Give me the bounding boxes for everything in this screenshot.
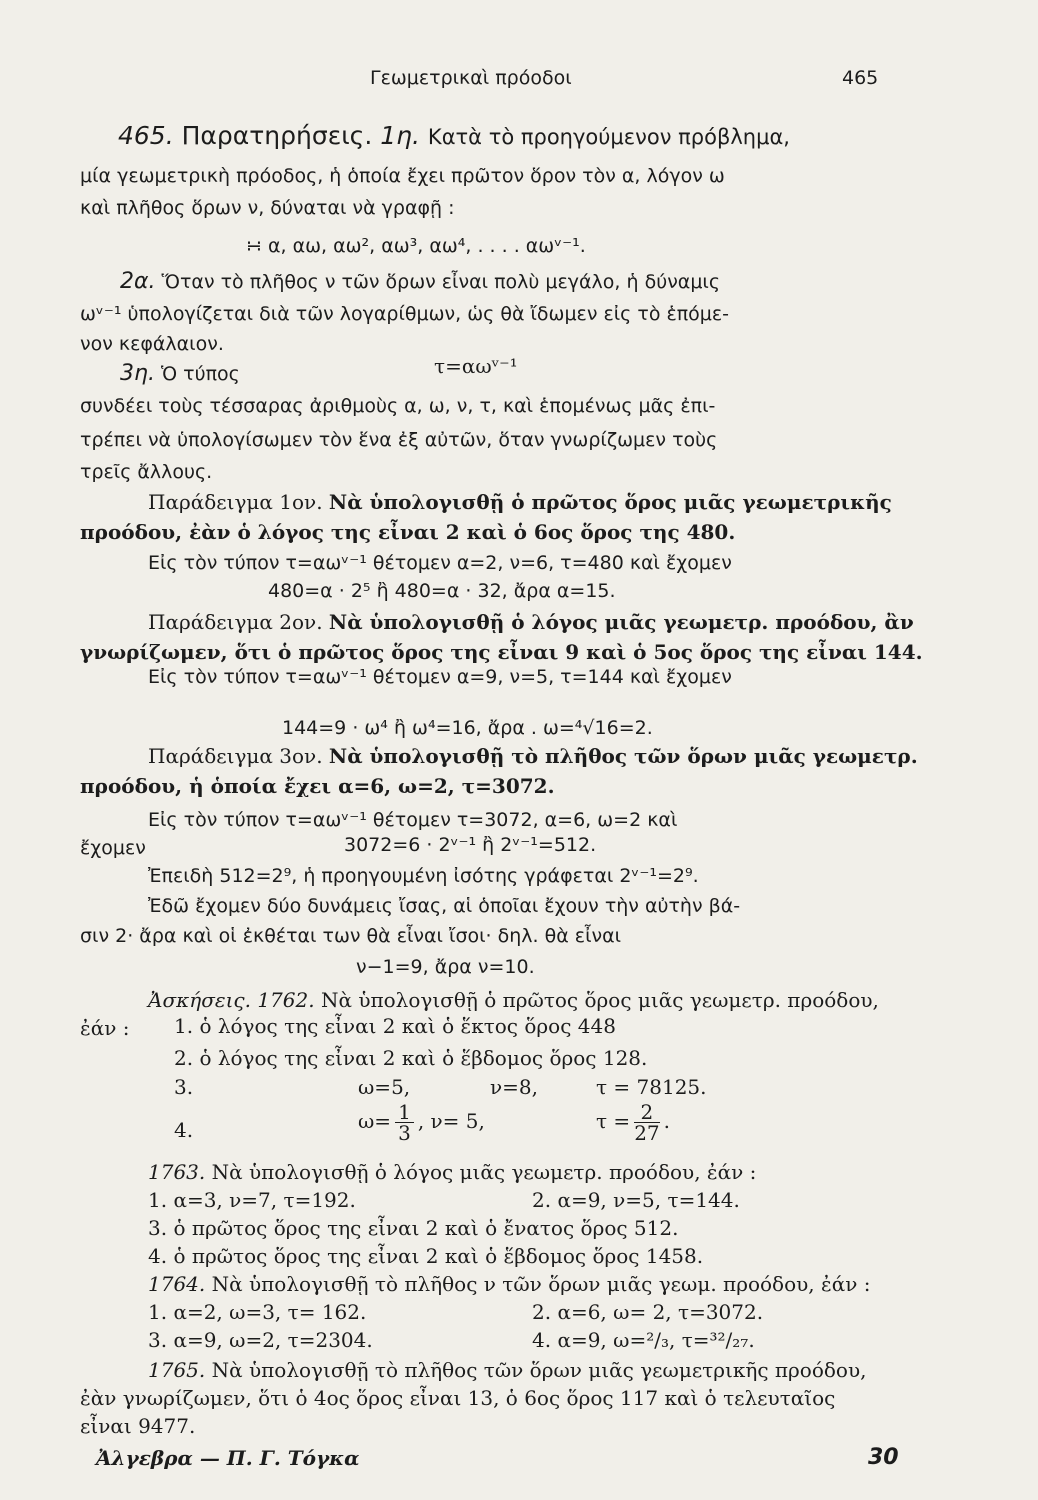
exercise-1764-item: 3. α=9, ω=2, τ=2304. [148, 1328, 373, 1352]
example-2-text: Νὰ ὑπολογισθῇ ὁ λόγος μιᾶς γεωμετρ. προόδου, ἂν [328, 610, 914, 634]
exercise-1763-item: 3. ὁ πρῶτος ὅρος της εἶναι 2 καὶ ὁ ἔνατος ὅρος 512. [148, 1216, 679, 1240]
example-1-text: Νὰ ὑπολογισθῇ ὁ πρῶτος ὅρος μιᾶς γεωμετρικῆς [328, 490, 892, 514]
example-3-first-line [148, 744, 918, 768]
fraction-denominator: 3 [398, 1121, 411, 1145]
exercise-1762-value: ν=8, [490, 1075, 538, 1099]
example-1-line: προόδου, ἐὰν ὁ λόγος της εἶναι 2 καὶ ὁ 6ος ὅρος της 480. [80, 520, 736, 544]
example-2-result: 144=9 · ω⁴ ἢ ω⁴=16, ἄρα . ω=⁴√16=2. [282, 717, 653, 739]
remark-2-line: νον κεφάλαιον. [80, 333, 224, 355]
page-number: 465 [842, 67, 879, 89]
example-3-result: ν−1=9, ἄρα ν=10. [356, 956, 535, 978]
running-title: Γεωμετρικαὶ πρόοδοι [370, 67, 572, 89]
exercise-1765-line: εἶναι 9477. [80, 1414, 196, 1438]
fraction-denominator: 27 [634, 1121, 660, 1145]
exercise-1763-label: 1763. [148, 1160, 206, 1184]
example-1-first-line [148, 490, 892, 514]
exercise-1765-label: 1765. [148, 1358, 206, 1382]
exercise-1764-item: 4. α=9, ω=²/₃, τ=³²/₂₇. [532, 1328, 755, 1352]
remark-2-line: ωᵛ⁻¹ ὑπολογίζεται διὰ τῶν λογαρίθμων, ὡς θὰ ἴδωμεν εἰς τὸ ἑπόμε- [80, 303, 730, 325]
exercise-1762-first-line [148, 988, 879, 1012]
example-3-line: προόδου, ἡ ὁποία ἔχει α=6, ω=2, τ=3072. [80, 774, 555, 798]
exercise-1763-item: 2. α=9, ν=5, τ=144. [532, 1188, 740, 1212]
exercise-1762-if: ἐάν : [80, 1016, 130, 1040]
exercise-1764-label: 1764. [148, 1272, 206, 1296]
exercise-1763-text: Νὰ ὑπολογισθῇ ὁ λόγος μιᾶς γεωμετρ. προόδου, ἐάν : [211, 1160, 757, 1184]
n-equals: , ν= 5, [417, 1109, 485, 1133]
formula-tau: τ=αωᵛ⁻¹ [434, 354, 518, 378]
remark-3-number [120, 362, 240, 386]
exercise-1765-line: ἐὰν γνωρίζωμεν, ὅτι ὁ 4ος ὅρος εἶναι 13, ὁ 6ος ὅρος 117 καὶ ὁ τελευταῖος [80, 1386, 836, 1410]
remark-1-number: 1η. [380, 121, 420, 150]
fraction-numerator: 1 [395, 1102, 414, 1123]
example-3-line: Ἐπειδὴ 512=2⁹, ἡ προηγουμένη ἰσότης γράφεται 2ᵛ⁻¹=2⁹. [148, 865, 699, 887]
example-3-equation: 3072=6 · 2ᵛ⁻¹ ἢ 2ᵛ⁻¹=512. [344, 834, 597, 856]
remark-3-label: 3η. [120, 361, 155, 386]
exercise-1762-value: ω=5, [358, 1075, 411, 1099]
remark-3-line: συνδέει τοὺς τέσσαρας ἀριθμοὺς α, ω, ν, τ, καὶ ἑπομένως μᾶς ἐπι- [80, 395, 716, 417]
example-2-label: Παράδειγμα 2ον. [148, 610, 323, 634]
example-2-first-line [148, 610, 914, 634]
remark-3-line: τρεῖς ἄλλους. [80, 461, 213, 483]
example-1-line: Εἰς τὸν τύπον τ=αωᵛ⁻¹ θέτομεν α=2, ν=6, τ=480 καὶ ἔχομεν [148, 552, 732, 574]
example-3-line: Ἐδῶ ἔχομεν δύο δυνάμεις ἴσας, αἱ ὁποῖαι ἔχουν τὴν αὐτὴν βά- [148, 895, 741, 917]
fraction-two-27 [634, 1102, 659, 1143]
example-3-line: Εἰς τὸν τύπον τ=αωᵛ⁻¹ θέτομεν τ=3072, α=6, ω=2 καὶ [148, 809, 678, 831]
exercise-1763-first-line [148, 1160, 756, 1184]
remark-2-number: 2α. [120, 269, 156, 294]
exercise-1764-first-line [148, 1272, 870, 1296]
exercise-1765-text: Νὰ ὑπολογισθῇ τὸ πλῆθος τῶν ὅρων μιᾶς γεωμετρικῆς προόδου, [211, 1358, 867, 1382]
exercise-1762-text: Νὰ ὑπολογισθῇ ὁ πρῶτος ὅρος μιᾶς γεωμετρ. προόδου, [320, 988, 879, 1012]
remark-1-line: μία γεωμετρικὴ πρόοδος, ἡ ὁποία ἔχει πρῶτον ὅρον τὸν α, λόγον ω [80, 165, 725, 187]
exercise-1762-omega-fraction [358, 1102, 485, 1143]
exercise-1762-value: τ = 78125. [596, 1075, 707, 1099]
tau-equals: τ = [596, 1109, 631, 1133]
fraction-numerator: 2 [634, 1102, 659, 1123]
remark-1-text: Κατὰ τὸ προηγούμενον πρόβλημα, [427, 125, 790, 149]
exercise-1764-text: Νὰ ὑπολογισθῇ τὸ πλῆθος ν τῶν ὅρων μιᾶς γεωμ. προόδου, ἐάν : [211, 1272, 871, 1296]
example-3-text: Νὰ ὑπολογισθῇ τὸ πλῆθος τῶν ὅρων μιᾶς γεωμετρ. [328, 744, 918, 768]
fraction-one-third [395, 1102, 414, 1143]
exercise-1763-item: 1. α=3, ν=7, τ=192. [148, 1188, 356, 1212]
sequence-formula: ∺ α, αω, αω², αω³, αω⁴, . . . . αωᵛ⁻¹. [246, 235, 586, 257]
exercise-1764-item: 1. α=2, ω=3, τ= 162. [148, 1300, 367, 1324]
exercise-1765-first-line [148, 1358, 866, 1382]
exercise-1762-label: Ἀσκήσεις. 1762. [148, 988, 315, 1012]
remark-2-text: Ὅταν τὸ πλῆθος ν τῶν ὅρων εἶναι πολὺ μεγάλο, ἡ δύναμις [161, 271, 720, 293]
footer-signature-number: 30 [868, 1445, 899, 1470]
remark-3-text: Ὁ τύπος [160, 363, 240, 385]
section-number: 465. [118, 121, 174, 150]
example-3-have: ἔχομεν [80, 837, 146, 859]
section-465-heading [118, 121, 790, 150]
exercise-1762-item: 2. ὁ λόγος της εἶναι 2 καὶ ὁ ἕβδομος ὅρος 128. [174, 1046, 648, 1070]
footer-book-title: Ἀλγεβρα — Π. Γ. Τόγκα [96, 1446, 360, 1470]
remark-3-line: τρέπει νὰ ὑπολογίσωμεν τὸν ἕνα ἐξ αὐτῶν, ὅταν γνωρίζωμεν τοὺς [80, 429, 718, 451]
example-3-label: Παράδειγμα 3ον. [148, 744, 323, 768]
exercise-1763-item: 4. ὁ πρῶτος ὅρος της εἶναι 2 καὶ ὁ ἕβδομος ὅρος 1458. [148, 1244, 704, 1268]
exercise-1762-item-number: 4. [174, 1118, 194, 1142]
example-2-line: γνωρίζωμεν, ὅτι ὁ πρῶτος ὅρος της εἶναι 9 καὶ ὁ 5ος ὅρος της εἶναι 144. [80, 640, 923, 664]
exercise-1764-item: 2. α=6, ω= 2, τ=3072. [532, 1300, 764, 1324]
example-1-label: Παράδειγμα 1ον. [148, 490, 323, 514]
example-2-line: Εἰς τὸν τύπον τ=αωᵛ⁻¹ θέτομεν α=9, ν=5, τ=144 καὶ ἔχομεν [148, 666, 732, 688]
remark-2-line [120, 270, 720, 294]
omega-equals: ω= [358, 1109, 392, 1133]
exercise-1762-tau-fraction: τ = $\frac{2}{27}$ . [596, 1100, 670, 1145]
exercise-1762-item: 1. ὁ λόγος της εἶναι 2 καὶ ὁ ἕκτος ὅρος 448 [174, 1014, 616, 1038]
exercise-1762-item-number: 3. [174, 1075, 194, 1099]
remark-1-line: καὶ πλῆθος ὅρων ν, δύναται νὰ γραφῇ : [80, 197, 455, 219]
example-1-result: 480=α · 2⁵ ἢ 480=α · 32, ἄρα α=15. [268, 580, 616, 602]
section-title: Παρατηρήσεις. [181, 121, 373, 150]
example-3-line: σιν 2· ἄρα καὶ οἱ ἐκθέται των θὰ εἶναι ἴσοι· δηλ. θὰ εἶναι [80, 925, 622, 947]
